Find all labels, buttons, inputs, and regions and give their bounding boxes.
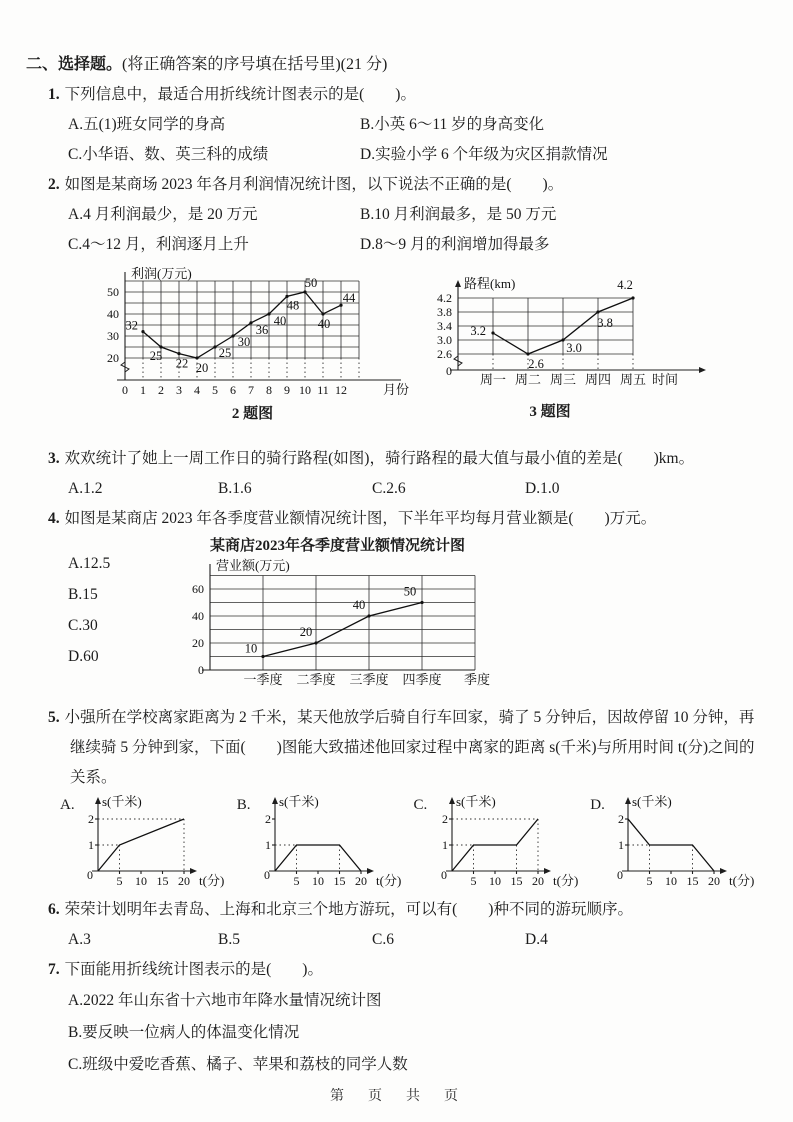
question-2-text: 如图是某商场 2023 年各月利润情况统计图，以下说法不正确的是( )。 [64,176,564,193]
svg-text:t(分): t(分) [199,873,225,888]
question-6-options [26,925,767,955]
chart-q2-caption: 2 题图 [231,406,274,422]
svg-text:4.2: 4.2 [617,278,633,292]
chart-q2-block [85,266,420,444]
svg-text:周三: 周三 [549,372,577,387]
question-2 [26,170,767,200]
q3-option-a: A.1.2 [68,480,103,497]
q6-option-d: D.4 [525,931,548,948]
svg-text:40: 40 [107,307,119,321]
q7-option-b: B.要反映一位病人的体温变化情况 [68,1024,300,1041]
svg-text:50: 50 [403,584,417,599]
svg-text:3.4: 3.4 [437,319,452,333]
svg-text:周一: 周一 [479,372,507,387]
svg-text:2: 2 [618,812,625,826]
chart-q3-caption: 3 题图 [529,404,571,420]
svg-text:15: 15 [156,874,169,888]
svg-text:20: 20 [708,874,721,888]
svg-text:0: 0 [617,868,624,882]
svg-text:5: 5 [116,874,123,888]
svg-text:32: 32 [125,318,138,333]
choice-c-label: C. [413,797,428,813]
svg-text:10: 10 [488,874,501,888]
svg-text:0: 0 [440,868,447,882]
svg-text:s(千米): s(千米) [632,795,672,809]
q5-chart-c [438,795,590,891]
question-4-number: 4. [48,510,60,527]
svg-text:22: 22 [175,356,189,371]
q1-option-c: C.小华语、数、英三科的成绩 [68,146,269,163]
svg-text:15: 15 [333,874,346,888]
question-3-text: 欢欢统计了她上一周工作日的骑行路程(如图)，骑行路程的最大值与最小值的差是( )km。 [64,450,695,467]
chart-q4-title: 某商店2023年各季度营业额情况统计图 [210,538,466,554]
svg-text:20: 20 [178,874,190,888]
svg-text:5: 5 [470,874,476,888]
q4-option-c: C.30 [68,617,98,634]
q2-line-chart [85,266,420,402]
svg-text:1: 1 [140,383,146,397]
page-footer: 第 页 共 页 [330,1087,463,1103]
question-3 [26,444,767,474]
svg-text:路程(km): 路程(km) [464,276,516,291]
question-5-number: 5. [48,709,60,726]
svg-text:10: 10 [311,874,324,888]
svg-text:月份: 月份 [383,382,410,397]
question-5-choice-charts [60,795,767,895]
svg-text:t(分): t(分) [729,873,755,888]
svg-text:3.8: 3.8 [437,305,452,319]
svg-text:营业额(万元): 营业额(万元) [216,558,290,573]
svg-text:2: 2 [441,812,448,826]
svg-text:44: 44 [342,291,356,306]
svg-text:15: 15 [686,874,699,888]
svg-text:1: 1 [88,838,94,852]
svg-text:10: 10 [135,874,147,888]
chart-q4-block [164,534,509,697]
svg-text:7: 7 [248,383,254,397]
question-7-number: 7. [48,961,60,978]
question-1-text: 下列信息中，最适合用折线统计图表示的是( )。 [64,86,416,103]
svg-text:3.0: 3.0 [437,333,452,347]
svg-text:40: 40 [317,317,331,331]
section-title: 二、选择题。 [26,56,123,73]
choice-chart-d [590,795,767,895]
svg-text:10: 10 [244,641,258,656]
svg-text:2.6: 2.6 [528,357,544,371]
svg-text:1: 1 [441,838,448,852]
question-3-number: 3. [48,450,60,467]
svg-text:s(千米): s(千米) [278,795,319,809]
svg-text:1: 1 [618,838,625,852]
svg-text:5: 5 [293,874,300,888]
svg-text:3: 3 [176,383,182,397]
svg-text:20: 20 [354,874,367,888]
q1-option-d: D.实验小学 6 个年级为灾区捐款情况 [360,146,608,163]
choice-chart-a [60,795,237,895]
svg-text:40: 40 [273,314,287,328]
svg-text:20: 20 [299,625,313,639]
svg-text:周四: 周四 [584,372,612,387]
svg-text:4.2: 4.2 [437,291,452,305]
svg-text:3.0: 3.0 [566,341,582,355]
svg-text:5: 5 [212,383,218,397]
q3-option-c: C.2.6 [372,480,406,497]
svg-text:25: 25 [149,349,163,363]
svg-text:2: 2 [158,383,164,397]
question-6-number: 6. [48,901,60,918]
q2-option-c: C.4～12 月，利润逐月上升 [68,236,249,253]
svg-text:周五: 周五 [619,372,647,387]
svg-text:0: 0 [198,663,204,677]
question-7 [26,955,767,985]
svg-text:时间: 时间 [652,372,679,387]
svg-text:36: 36 [255,322,269,337]
svg-text:8: 8 [266,383,272,397]
svg-text:t(分): t(分) [375,873,402,888]
chart-q3-block [420,276,720,444]
choice-b-label: B. [236,797,251,813]
q5-chart-d [614,795,766,891]
svg-text:s(千米): s(千米) [102,795,142,809]
svg-text:50: 50 [304,276,318,290]
section-instruction: (将正确答案的序号填在括号里)(21 分) [122,56,388,73]
svg-text:季度: 季度 [464,672,491,687]
choice-chart-b [237,795,414,895]
question-6-text: 荣荣计划明年去青岛、上海和北京三个地方游玩，可以有( )种不同的游玩顺序。 [64,901,633,918]
svg-text:四季度: 四季度 [402,672,442,687]
svg-text:t(分): t(分) [552,873,578,888]
svg-text:48: 48 [286,298,300,313]
question-7-text: 下面能用折线统计图表示的是( )。 [64,961,323,978]
svg-text:12: 12 [335,383,347,397]
charts-row [85,266,767,444]
svg-text:3.8: 3.8 [597,316,613,330]
choice-chart-c [414,795,591,895]
svg-text:三季度: 三季度 [349,672,389,687]
svg-text:60: 60 [192,582,204,596]
svg-text:20: 20 [107,351,119,365]
svg-text:2.6: 2.6 [437,347,452,361]
question-4-text: 如图是某商店 2023 年各季度营业额情况统计图，下半年平均每月营业额是( )万元。 [64,510,657,527]
choice-d-label: D. [590,797,605,813]
q2-option-b: B.10 月利润最多，是 50 万元 [360,206,557,223]
question-4-figure [26,534,767,697]
question-2-options [26,200,767,260]
question-1-options [26,110,767,170]
q7-option-c: C.班级中爱吃香蕉、橘子、苹果和荔枝的同学人数 [68,1056,408,1073]
q5-chart-b [261,795,413,891]
svg-text:利润(万元): 利润(万元) [131,266,192,281]
q2-option-d: D.8～9 月的利润增加得最多 [360,236,550,253]
svg-text:s(千米): s(千米) [455,795,496,809]
section-header [26,50,767,80]
q4-line-chart [164,558,509,692]
svg-text:3.2: 3.2 [470,324,486,338]
svg-text:0: 0 [122,383,128,397]
svg-text:6: 6 [230,383,236,397]
question-2-number: 2. [48,176,60,193]
svg-text:40: 40 [192,609,204,623]
question-1 [26,80,767,110]
svg-text:20: 20 [192,636,204,650]
svg-text:10: 10 [665,874,678,888]
svg-text:0: 0 [446,364,452,378]
svg-text:4: 4 [194,383,200,397]
q6-option-a: A.3 [68,931,91,948]
svg-text:30: 30 [107,329,119,343]
question-5 [26,703,767,793]
question-4-options [68,534,164,697]
svg-text:15: 15 [510,874,522,888]
svg-text:二季度: 二季度 [296,672,336,687]
svg-text:50: 50 [107,285,119,299]
svg-text:40: 40 [352,598,366,612]
q5-chart-a [84,795,236,891]
question-4 [26,504,767,534]
svg-text:30: 30 [237,335,251,349]
q4-option-a: A.12.5 [68,555,111,572]
q6-option-c: C.6 [372,931,394,948]
svg-text:10: 10 [299,383,311,397]
q3-line-chart [420,276,720,388]
q4-option-b: B.15 [68,586,98,603]
svg-text:0: 0 [263,868,270,882]
svg-text:11: 11 [317,383,329,397]
q7-option-a: A.2022 年山东省十六地市年降水量情况统计图 [68,992,382,1009]
q1-option-b: B.小英 6～11 岁的身高变化 [360,116,545,133]
svg-text:2: 2 [88,812,94,826]
question-1-number: 1. [48,86,60,103]
choice-a-label: A. [60,797,75,813]
q4-option-d: D.60 [68,648,99,665]
q1-option-a: A.五(1)班女同学的身高 [68,116,226,133]
svg-text:25: 25 [218,346,232,360]
question-5-text: 小强所在学校离家距离为 2 千米，某天他放学后骑自行车回家，骑了 5 分钟后，因故停留 10 分钟，再继续骑 5 分钟到家，下面( )图能大致描述他回家过程中离家的距离 s(千米)与所用时间 t(分)之间的关系。 [64,709,755,786]
q6-option-b: B.5 [218,931,240,948]
svg-text:1: 1 [264,838,271,852]
svg-text:20: 20 [195,361,209,375]
svg-text:一季度: 一季度 [243,672,283,687]
q2-option-a: A.4 月利润最少，是 20 万元 [68,206,258,223]
svg-text:2: 2 [264,812,271,826]
svg-text:周二: 周二 [514,372,542,387]
svg-text:20: 20 [531,874,544,888]
svg-text:9: 9 [284,383,290,397]
q3-option-b: B.1.6 [218,480,252,497]
question-3-options [26,474,767,504]
svg-text:0: 0 [87,868,93,882]
question-7-options [26,985,767,1081]
q3-option-d: D.1.0 [525,480,560,497]
question-6 [26,895,767,925]
svg-text:5: 5 [646,874,653,888]
